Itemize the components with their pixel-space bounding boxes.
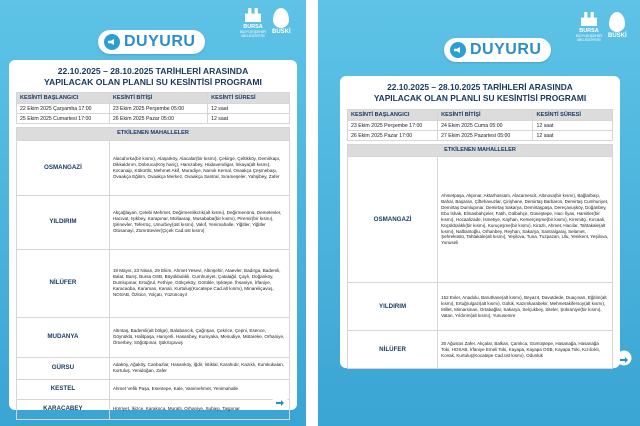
table-row bbox=[17, 140, 290, 195]
right-district-osmangazi: OSMANGAZİ bbox=[348, 157, 438, 283]
left-district-kestel: KESTEL bbox=[17, 379, 110, 399]
table-row bbox=[348, 121, 613, 131]
left-duyuru-badge bbox=[98, 30, 205, 54]
panel-gap bbox=[306, 0, 318, 426]
left-col-end: KESİNTİ BİTİŞİ bbox=[109, 93, 207, 104]
table-row bbox=[17, 379, 290, 399]
left-col-start: KESİNTİ BAŞLANGICI bbox=[17, 93, 110, 104]
left-district-yildirim: YILDIRIM bbox=[17, 195, 110, 249]
left-district-nilufer-list: 19 Mayıs, 23 Nisan, 29 Ekim, Ahmet Yesevi, Altınşehir, Ataevler, Badırga, Bademli, Balat, Barış, Bursa OSB, Büyükbalıklı, Cumhuriyet, Çatalağıl, Çaylı, Doğanköy, Dumlupınar, Ertuğrul, Fethiye, Gökçeköy, Görükle, Işıktepe, İhsaniye, İrfaniye, Karacaoba, Karaman, Kanalı, Kurtuluş(Kocatepe Cad.alt kısmı), Minareliçavuş, NOSAB, Özlüce, Yolçatı, Yüzüncüyıl bbox=[109, 249, 289, 317]
left-times-header-row bbox=[17, 93, 290, 104]
pointing-hand-icon bbox=[272, 393, 288, 409]
megaphone-icon bbox=[104, 34, 120, 50]
buski-logo-text: BUSKİ bbox=[608, 33, 627, 39]
bursa-crest-icon bbox=[245, 8, 261, 22]
badge-text: DUYURU bbox=[470, 41, 542, 58]
right-district-osmangazi-list: Ahmetpaşa, Akpınar, Aktarhüssam, Alacamescit, Altınova(bir kısmı), Bağlarbaşı, Bahar, Başaran, Çiftehavuzlar, Çirişhane, Demirtaş Barbaros, Demirtaş Cumhuriyet, Demirtaş Dumlupınar, Demirtaş Sakarya, Demirtaşpaşa, Dereçavuşköy, Doğanbey, Ebu İshak, Elmasbahçeler, Fatih, Gülbahçe, Güneştepe, Hacı İlyas, Hamitler(bir kısmı), Hocaalizade, İsmetiye, Kayhan, Kemerçeşme(bir kısmı), Kiremitçi, Kırcaali, Küçükbalıklı(bir kısmı), Kuruçeşme(bir kısmı), Kirazlı, Ahmet, Hacılar, Tahtakale(alt kısmı), Nalbantoğlu, Orhanbey, Reyhan, Sakarya, Santralgaraj, Selamet, Şehreküstü, Tahtakale(alt kısmı), Yeşilova, Tuna, Tuzpazarı, Ulu, Yenikent, Yeşilova, Yunuseli bbox=[438, 157, 613, 283]
left-district-osmangazi: OSMANGAZİ bbox=[17, 140, 110, 195]
table-row bbox=[348, 331, 613, 369]
right-title bbox=[347, 82, 613, 103]
left-row-1-end: 23 Ekim 2025 Perşembe 05:00 bbox=[109, 104, 207, 114]
table-row bbox=[348, 283, 613, 331]
bursa-logo-subtext: BÜYÜKŞEHİR bbox=[576, 33, 603, 38]
right-col-duration: KESİNTİ SÜRESİ bbox=[533, 110, 613, 121]
table-row bbox=[17, 317, 290, 357]
right-section-header-row bbox=[348, 145, 613, 157]
table-row bbox=[17, 357, 290, 379]
buski-logo-text: BUSKİ bbox=[272, 29, 291, 35]
right-affected-heading: ETKİLENEN MAHALLELER bbox=[348, 145, 613, 157]
right-times-table bbox=[347, 109, 613, 141]
bursa-logo-subtext: BÜYÜKŞEHİR bbox=[240, 29, 267, 34]
left-district-yildirim-list: Akçağlayan, Çelebi Mehmet, Değirmenlikızık(alt kısmı), Değirmenönü, Demetevler, Hacıvat, Işıkbey, Karapınar, Mollaarap, Musababa(bir kısmı), Piremir(bir kısmı), Şirinevler, Teferrüç, Umurbey(üst kısmı), Vakıf, Yenimahalle, Yiğitler, Yiğitler Otosanayi, Zümrütevler(Çiçek Cad.üst kısmı) bbox=[109, 195, 289, 249]
right-logos bbox=[576, 12, 627, 43]
bursa-logo-subtext-2: BELEDİYESİ bbox=[577, 37, 601, 43]
badge-text: DUYURU bbox=[124, 33, 196, 50]
right-district-nilufer: NİLÜFER bbox=[348, 331, 438, 369]
table-row bbox=[17, 104, 290, 114]
left-row-2-start: 25 Ekim 2025 Cumartesi 17:00 bbox=[17, 114, 110, 124]
right-announcement-panel bbox=[318, 0, 640, 426]
table-row bbox=[348, 131, 613, 141]
pointing-hand-icon bbox=[616, 350, 632, 366]
right-row-2-end: 27 Ekim 2025 Pazartesi 05:00 bbox=[438, 131, 533, 141]
bursa-logo bbox=[576, 12, 602, 43]
left-row-1-duration: 12 saat bbox=[208, 104, 290, 114]
right-col-start: KESİNTİ BAŞLANGICI bbox=[348, 110, 438, 121]
right-title-line-1: 22.10.2025 – 28.10.2025 TARİHLERİ ARASINDA bbox=[387, 82, 573, 92]
right-title-line-2: YAPILACAK OLAN PLANLI SU KESİNTİSİ PROGRAMI bbox=[373, 92, 587, 103]
left-title bbox=[16, 66, 290, 87]
table-row bbox=[17, 399, 290, 419]
right-district-yildirim-list: 152 Evler, Anadolu, Baruthane(alt kısmı), Beyazıt, Davutdede, Duaçınarı, Eğitim(alt kısmı), Ertuğrulgazi(alt kısmı), Gülük, Kazımkarabekir, Mehmetakifersoy(alt kısmı), Millet, Mimarsinan, Ortabağlar, Sakarya, Selçukbey, Siteler, Şükraniye(bir kısmı), Vatan, Yıldırım(alt kısmı), Yunusemre bbox=[438, 283, 613, 331]
left-schedule-card bbox=[9, 60, 297, 413]
right-duyuru-badge bbox=[444, 38, 551, 62]
table-row bbox=[348, 157, 613, 283]
right-col-end: KESİNTİ BİTİŞİ bbox=[438, 110, 533, 121]
left-district-gursu: GÜRSU bbox=[17, 357, 110, 379]
left-row-2-duration: 12 saat bbox=[208, 114, 290, 124]
left-section-header-row bbox=[17, 128, 290, 140]
right-times-header-row bbox=[348, 110, 613, 121]
buski-drop-icon bbox=[273, 8, 289, 28]
megaphone-icon bbox=[450, 42, 466, 58]
left-district-gursu-list: Adaköy, Ağaköy, Canbazlar, Hasanköy, İğdir, İstiklal, Karahıdır, Kazıklı, Kumkukalan, Kurtuluş, Yenidoğan, Zafer bbox=[109, 357, 289, 379]
left-title-line-1: 22.10.2025 – 28.10.2025 TARİHLERİ ARASINDA bbox=[57, 66, 249, 76]
left-district-nilufer: NİLÜFER bbox=[17, 249, 110, 317]
left-district-kestel-list: Ahmet Vefik Paşa, Esentepe, Kale, Vanimehmet, Yenimahalle bbox=[109, 379, 289, 399]
left-col-duration: KESİNTİ SÜRESİ bbox=[208, 93, 290, 104]
left-header bbox=[0, 0, 306, 62]
left-districts-table bbox=[16, 127, 290, 419]
left-row-1-start: 22 Ekim 2025 Çarşamba 17:00 bbox=[17, 104, 110, 114]
left-row-2-end: 26 Ekim 2025 Pazar 05:00 bbox=[109, 114, 207, 124]
bursa-logo-text: BURSA bbox=[243, 24, 263, 30]
left-title-line-2: YAPILACAK OLAN PLANLI SU KESİNTİSİ PROGRAMI bbox=[44, 76, 262, 87]
right-districts-table bbox=[347, 144, 613, 369]
right-schedule-card bbox=[340, 76, 620, 368]
right-header bbox=[318, 0, 640, 62]
left-announcement-panel bbox=[0, 0, 306, 426]
buski-logo bbox=[272, 8, 291, 35]
right-row-1-duration: 12 saat bbox=[533, 121, 613, 131]
left-district-mudanya-list: Altıntaş, Bademli(alt bölge), Balabancık, Çağrışan, Çekrice, Çepni, Esence, Göynüklü, Halitpaşa, Hançerli, Hasanbey, Kumyaka, Mesudiye, Mütareke, Orhaniye, Ömerbey, Söğütpınar, Şükrüçavuş bbox=[109, 317, 289, 357]
left-times-table bbox=[16, 92, 290, 124]
buski-drop-icon bbox=[609, 12, 625, 32]
left-district-karacabey-list: Hürriyet, İkizce, Karakoca, Muratlı, Orhaniye, Subaşı, Taşpınar bbox=[109, 399, 289, 419]
left-logos bbox=[240, 8, 291, 39]
bursa-crest-icon bbox=[581, 12, 597, 26]
left-district-osmangazi-list: Alacahırka(bir kısmı), Alaşarköy, Alacalar(bir kısmı), Çekirge, Çeltikköy, Demirkapı, Dikkaldırım, Dobruca(Köy hariç), Hamzabey, Hüdavendigar, İnkaya(alt kısmı), Kocanaip, Kükürtlü, Mehmet Akif, Muradiye, Namık Kemal, Ovaakça Çeşmebaşı, Ovaakça Eğitim, Ovaakça Merkez, Ovaakça Santral, Sırameşeler, Yahşibey, Zafer bbox=[109, 140, 289, 195]
left-affected-heading: ETKİLENEN MAHALLELER bbox=[17, 128, 290, 140]
buski-logo bbox=[608, 12, 627, 39]
table-row bbox=[17, 195, 290, 249]
right-row-2-duration: 12 saat bbox=[533, 131, 613, 141]
right-row-2-start: 26 Ekim 2025 Pazar 17:00 bbox=[348, 131, 438, 141]
right-row-1-end: 24 Ekim 2025 Cuma 05:00 bbox=[438, 121, 533, 131]
right-district-yildirim: YILDIRIM bbox=[348, 283, 438, 331]
table-row bbox=[17, 249, 290, 317]
left-district-karacabey: KARACABEY bbox=[17, 399, 110, 419]
left-district-mudanya: MUDANYA bbox=[17, 317, 110, 357]
bursa-logo-text: BURSA bbox=[579, 28, 599, 34]
bursa-logo-subtext-2: BELEDİYESİ bbox=[241, 33, 265, 39]
right-district-nilufer-list: 30 Ağustos Zafer, Akçalar, Balkan, Çamlıca, Gümüştepe, Hasanağa, Hasanağa Toki, HOSAB, İrfaniye Emeli Toki, Kayapa, Kayapa OSB, Kayapa Toki, Kızılcıklı, Konak, Kurtuluş(Kocatepe Cad.üst kısmı), Odunluk bbox=[438, 331, 613, 369]
right-row-1-start: 23 Ekim 2025 Perşembe 17:00 bbox=[348, 121, 438, 131]
table-row bbox=[17, 114, 290, 124]
bursa-logo bbox=[240, 8, 266, 39]
